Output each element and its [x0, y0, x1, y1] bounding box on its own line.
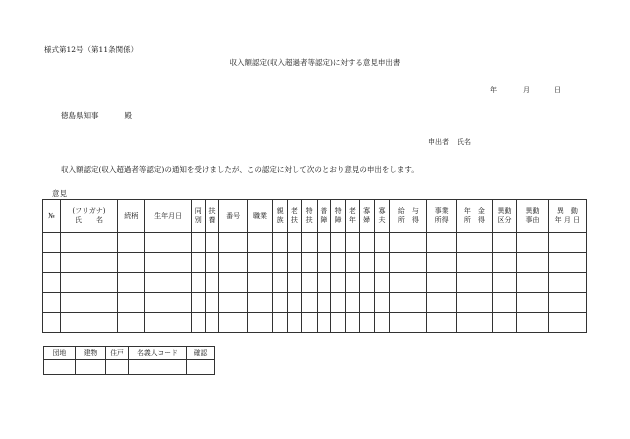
table-cell[interactable] — [247, 293, 272, 313]
table-cell[interactable] — [76, 360, 106, 375]
opinion-header-cell — [492, 200, 516, 233]
opinion-header-text: 区分 — [497, 216, 512, 224]
date-year-label: 年 — [490, 86, 497, 94]
table-cell[interactable] — [191, 273, 205, 293]
addressee-name: 徳島県知事 — [61, 111, 99, 120]
opinion-header-cell — [301, 200, 317, 233]
table-cell[interactable] — [44, 360, 76, 375]
opinion-header-cell — [191, 200, 205, 233]
table-cell[interactable] — [43, 273, 61, 293]
table-row — [43, 233, 587, 253]
table-cell[interactable] — [456, 253, 492, 273]
table-cell[interactable] — [287, 233, 301, 253]
opinion-header-cell — [548, 200, 586, 233]
table-cell[interactable] — [331, 253, 346, 273]
table-cell[interactable] — [390, 313, 427, 333]
opinion-header-text: 養 — [208, 216, 216, 224]
opinion-header-text: 続柄 — [124, 211, 139, 220]
table-cell[interactable] — [492, 313, 516, 333]
table-cell[interactable] — [359, 313, 374, 333]
opinion-header-text: 特 — [305, 207, 313, 216]
table-cell[interactable] — [301, 273, 317, 293]
table-cell[interactable] — [427, 253, 457, 273]
table-cell[interactable] — [301, 293, 317, 313]
table-row — [43, 293, 587, 313]
table-cell[interactable] — [43, 293, 61, 313]
table-row — [44, 360, 215, 375]
table-cell[interactable] — [187, 360, 215, 375]
table-cell[interactable] — [456, 233, 492, 253]
code-table-header — [44, 347, 215, 360]
table-cell[interactable] — [331, 293, 346, 313]
table-cell[interactable] — [273, 253, 288, 273]
opinion-header-text: (フリガナ) — [72, 207, 106, 216]
opinion-header-cell — [60, 200, 117, 233]
opinion-header-text: 所 得 — [397, 216, 419, 224]
table-cell[interactable] — [456, 273, 492, 293]
code-header-cell: 団地 — [44, 347, 76, 360]
opinion-header-text: 夫 — [378, 216, 386, 224]
opinion-header-text: 障 — [320, 216, 328, 224]
opinion-header-text: 別 — [194, 216, 202, 224]
table-cell[interactable] — [219, 273, 248, 293]
table-cell[interactable] — [390, 253, 427, 273]
opinion-header-cell — [273, 200, 288, 233]
opinion-header-text: 異動 — [497, 207, 512, 216]
table-cell[interactable] — [317, 253, 331, 273]
applicant-label: 申出者 — [428, 138, 449, 146]
opinion-header-text: 同 — [194, 207, 202, 216]
table-cell[interactable] — [205, 293, 219, 313]
table-cell[interactable] — [517, 233, 549, 253]
table-cell[interactable] — [331, 233, 346, 253]
page-title: 収入額認定(収入超過者等認定)に対する意見申出書 — [229, 58, 401, 67]
body-text: 収入額認定(収入超過者等認定)の通知を受けましたが、この認定に対して次のとおり意見の申出をします。 — [61, 165, 419, 174]
table-cell[interactable] — [548, 273, 586, 293]
date-month-label: 月 — [523, 86, 530, 94]
table-cell[interactable] — [145, 313, 191, 333]
table-cell[interactable] — [317, 233, 331, 253]
table-cell[interactable] — [517, 313, 549, 333]
table-cell[interactable] — [492, 233, 516, 253]
table-cell[interactable] — [492, 273, 516, 293]
opinion-header-text: 婦 — [363, 216, 371, 224]
table-cell[interactable] — [390, 233, 427, 253]
applicant-name-label: 氏名 — [457, 138, 471, 146]
table-cell[interactable] — [346, 233, 360, 253]
opinion-header-cell — [331, 200, 346, 233]
table-cell[interactable] — [205, 313, 219, 333]
addressee — [61, 110, 132, 121]
opinion-header-cell — [427, 200, 457, 233]
table-cell[interactable] — [390, 273, 427, 293]
table-cell[interactable] — [60, 253, 117, 273]
opinion-header-cell — [317, 200, 331, 233]
table-cell[interactable] — [145, 293, 191, 313]
opinion-header-cell — [145, 200, 191, 233]
opinion-header-text: 寡 — [363, 207, 371, 216]
table-cell[interactable] — [205, 233, 219, 253]
table-cell[interactable] — [456, 313, 492, 333]
table-cell[interactable] — [60, 233, 117, 253]
table-cell[interactable] — [60, 313, 117, 333]
opinion-header-cell — [456, 200, 492, 233]
table-cell[interactable] — [205, 273, 219, 293]
opinion-header-cell — [117, 200, 144, 233]
table-cell[interactable] — [129, 360, 187, 375]
table-cell[interactable] — [273, 293, 288, 313]
table-cell[interactable] — [247, 313, 272, 333]
code-table — [43, 346, 215, 375]
opinion-header-cell — [359, 200, 374, 233]
table-cell[interactable] — [117, 313, 144, 333]
table-cell[interactable] — [273, 273, 288, 293]
table-cell[interactable] — [273, 313, 288, 333]
table-cell[interactable] — [346, 293, 360, 313]
opinion-header-text: 寡 — [378, 207, 386, 216]
code-header-cell: 住戸 — [106, 347, 129, 360]
opinion-header-text: 年 — [348, 216, 356, 224]
table-cell[interactable] — [301, 253, 317, 273]
table-cell[interactable] — [427, 273, 457, 293]
table-cell[interactable] — [492, 293, 516, 313]
table-cell[interactable] — [317, 293, 331, 313]
table-cell[interactable] — [317, 273, 331, 293]
table-cell[interactable] — [273, 233, 288, 253]
opinion-header-text: 所 得 — [463, 216, 485, 224]
opinion-header-text: 年 金 — [463, 207, 485, 216]
table-cell[interactable] — [60, 293, 117, 313]
opinion-header-text: 職業 — [253, 211, 268, 220]
opinion-table-header — [43, 200, 587, 233]
form-number: 様式第12号（第11条関係） — [44, 45, 139, 54]
table-cell[interactable] — [117, 273, 144, 293]
code-header-cell: 建物 — [76, 347, 106, 360]
addressee-honorific: 殿 — [124, 111, 132, 120]
table-cell[interactable] — [390, 293, 427, 313]
opinion-header-text: № — [48, 211, 55, 220]
table-cell[interactable] — [191, 293, 205, 313]
opinion-header-text: 異 動 — [556, 207, 578, 216]
table-cell[interactable] — [191, 313, 205, 333]
table-cell[interactable] — [359, 273, 374, 293]
table-cell[interactable] — [191, 233, 205, 253]
opinion-header-text: 事由 — [525, 216, 540, 224]
table-cell[interactable] — [492, 253, 516, 273]
table-cell[interactable] — [359, 293, 374, 313]
table-cell[interactable] — [117, 233, 144, 253]
table-cell[interactable] — [517, 273, 549, 293]
opinion-header-text: 事業 — [434, 207, 449, 216]
table-cell[interactable] — [331, 273, 346, 293]
opinion-header-cell — [517, 200, 549, 233]
table-cell[interactable] — [427, 293, 457, 313]
table-cell[interactable] — [548, 293, 586, 313]
table-cell[interactable] — [287, 253, 301, 273]
applicant — [428, 137, 471, 147]
table-cell[interactable] — [145, 273, 191, 293]
opinion-header-text: 番号 — [226, 211, 241, 220]
date-line — [490, 85, 561, 95]
table-cell[interactable] — [374, 313, 390, 333]
table-cell[interactable] — [106, 360, 129, 375]
opinion-header-text: 扶 — [290, 216, 298, 224]
opinion-header-text: 扶 — [208, 207, 216, 216]
opinion-header-text: 給 与 — [397, 207, 419, 216]
opinion-header-text: 生年月日 — [154, 211, 183, 220]
opinion-header-text: 異動 — [525, 207, 540, 216]
table-cell[interactable] — [548, 253, 586, 273]
opinion-header-text: 氏 名 — [74, 216, 103, 224]
table-cell[interactable] — [117, 293, 144, 313]
table-cell[interactable] — [548, 233, 586, 253]
table-cell[interactable] — [247, 233, 272, 253]
table-row — [43, 253, 587, 273]
opinion-header-cell — [219, 200, 248, 233]
opinion-header-text: 族 — [276, 216, 284, 224]
table-cell[interactable] — [287, 293, 301, 313]
table-cell[interactable] — [374, 253, 390, 273]
opinion-header-cell — [43, 200, 61, 233]
opinion-header-text: 老 — [290, 207, 298, 216]
table-cell[interactable] — [287, 313, 301, 333]
table-cell[interactable] — [374, 293, 390, 313]
table-cell[interactable] — [145, 253, 191, 273]
table-row — [43, 313, 587, 333]
table-cell[interactable] — [359, 233, 374, 253]
table-cell[interactable] — [346, 313, 360, 333]
table-cell[interactable] — [145, 233, 191, 253]
opinion-header-text: 扶 — [305, 216, 313, 224]
table-cell[interactable] — [117, 253, 144, 273]
opinion-header-cell — [374, 200, 390, 233]
opinion-header-text: 障 — [334, 216, 342, 224]
date-day-label: 日 — [554, 86, 561, 94]
opinion-label: 意見 — [52, 189, 67, 198]
opinion-header-text: 特 — [334, 207, 342, 216]
table-cell[interactable] — [247, 253, 272, 273]
table-cell[interactable] — [43, 253, 61, 273]
table-cell[interactable] — [43, 313, 61, 333]
table-cell[interactable] — [219, 233, 248, 253]
opinion-header-text: 親 — [276, 207, 284, 216]
opinion-header-cell — [287, 200, 301, 233]
table-row — [43, 273, 587, 293]
table-cell[interactable] — [287, 273, 301, 293]
table-cell[interactable] — [517, 293, 549, 313]
table-cell[interactable] — [456, 293, 492, 313]
table-cell[interactable] — [346, 273, 360, 293]
table-cell[interactable] — [219, 253, 248, 273]
table-cell[interactable] — [359, 253, 374, 273]
table-cell[interactable] — [427, 313, 457, 333]
table-cell[interactable] — [301, 313, 317, 333]
table-cell[interactable] — [219, 313, 248, 333]
opinion-header-text: 所得 — [434, 216, 449, 224]
table-cell[interactable] — [548, 313, 586, 333]
opinion-header-text: 年 月 日 — [554, 216, 581, 224]
table-cell[interactable] — [346, 253, 360, 273]
table-cell[interactable] — [219, 293, 248, 313]
opinion-table — [42, 199, 587, 333]
opinion-header-text: 老 — [348, 207, 356, 216]
table-cell[interactable] — [191, 253, 205, 273]
code-header-cell: 名義人コード — [129, 347, 187, 360]
opinion-header-cell — [205, 200, 219, 233]
table-cell[interactable] — [317, 313, 331, 333]
table-cell[interactable] — [43, 233, 61, 253]
table-cell[interactable] — [331, 313, 346, 333]
table-cell[interactable] — [517, 253, 549, 273]
table-cell[interactable] — [374, 273, 390, 293]
opinion-header-cell — [346, 200, 360, 233]
table-cell[interactable] — [374, 233, 390, 253]
opinion-header-cell — [247, 200, 272, 233]
table-cell[interactable] — [427, 233, 457, 253]
code-header-cell: 確認 — [187, 347, 215, 360]
opinion-header-text: 普 — [320, 207, 328, 216]
table-cell[interactable] — [301, 233, 317, 253]
table-cell[interactable] — [247, 273, 272, 293]
table-cell[interactable] — [60, 273, 117, 293]
opinion-header-cell — [390, 200, 427, 233]
table-cell[interactable] — [205, 253, 219, 273]
